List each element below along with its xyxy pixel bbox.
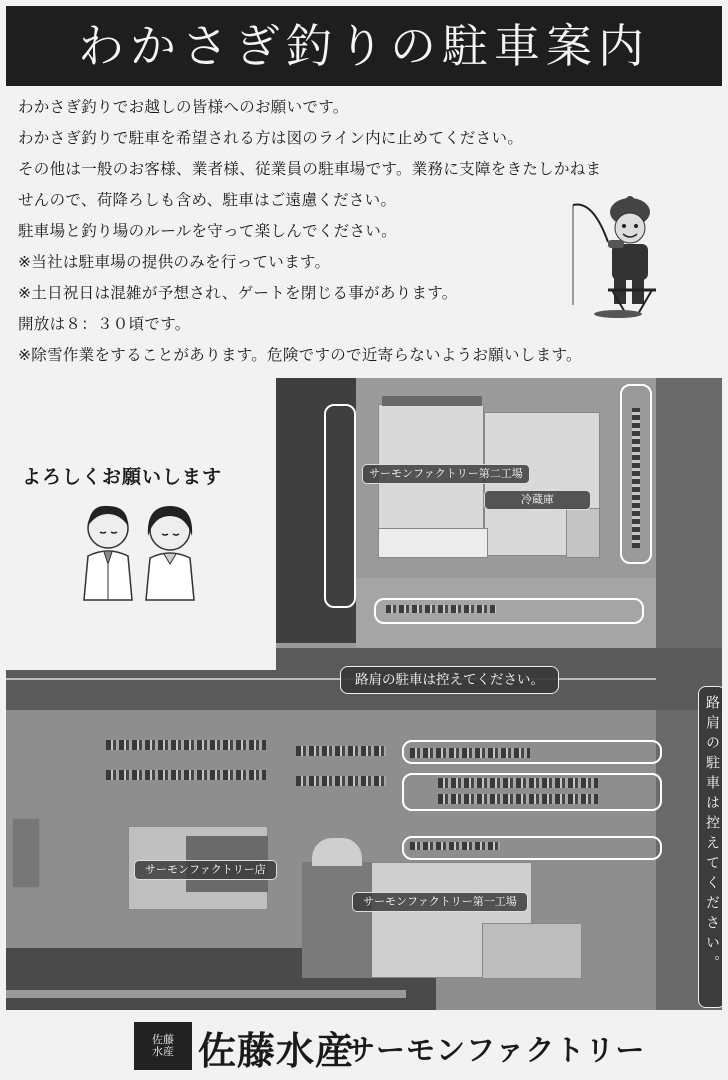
wakasagi-parking-zone: [402, 740, 662, 764]
company-name: 佐藤水産: [198, 1028, 355, 1073]
wakasagi-parking-zone: [620, 384, 652, 564]
notice-line: ※当社は駐車場の提供のみを行っています。: [18, 253, 331, 271]
notice-line: せんので、荷降ろしも含め、駐車はご遠慮ください。: [18, 191, 397, 209]
bowing-staff-illustration: [76, 500, 206, 610]
wakasagi-parking-zone: [374, 598, 644, 624]
wakasagi-parking-zone: [402, 773, 662, 811]
notice-line: 駐車場と釣り場のルールを守って楽しんでください。: [18, 222, 397, 240]
notice-line: わかさぎ釣りで駐車を希望される方は図のライン内に止めてください。: [18, 129, 524, 147]
seal-text: 水産: [152, 1045, 174, 1058]
map-label-cold-storage: 冷蔵庫: [484, 490, 591, 510]
map-label-store: サーモンファクトリー店: [134, 860, 277, 880]
page-title: わかさぎ釣りの駐車案内: [6, 6, 722, 86]
brand-name: サーモンファクトリー: [346, 1033, 646, 1067]
greeting-text: よろしくお願いします: [22, 466, 223, 488]
notice-line: 開放は８：３０頃です。: [18, 315, 191, 333]
ice-fisher-illustration: [568, 190, 668, 320]
map-label-shoulder-vertical: 路肩の駐車は控えてください。: [698, 686, 722, 1008]
notice-line: その他は一般のお客様、業者様、従業員の駐車場です。業務に支障をきたしかねま: [18, 160, 602, 178]
seal-text: 佐藤: [152, 1033, 174, 1046]
company-seal-logo: [134, 1022, 192, 1070]
wakasagi-parking-zone: [324, 404, 356, 608]
notice-line: わかさぎ釣りでお越しの皆様へのお願いです。: [18, 98, 349, 116]
map-label-factory2: サーモンファクトリー第二工場: [362, 464, 530, 484]
notice-line: ※土日祝日は混雑が予想され、ゲートを閉じる事があります。: [18, 284, 458, 302]
map-label-shoulder-horizontal: 路肩の駐車は控えてください。: [340, 666, 559, 694]
wakasagi-parking-zone: [402, 836, 662, 860]
map-label-factory1: サーモンファクトリー第一工場: [352, 892, 528, 912]
notice-line: ※除雪作業をすることがあります。危険ですので近寄らないようお願いします。: [18, 346, 582, 364]
